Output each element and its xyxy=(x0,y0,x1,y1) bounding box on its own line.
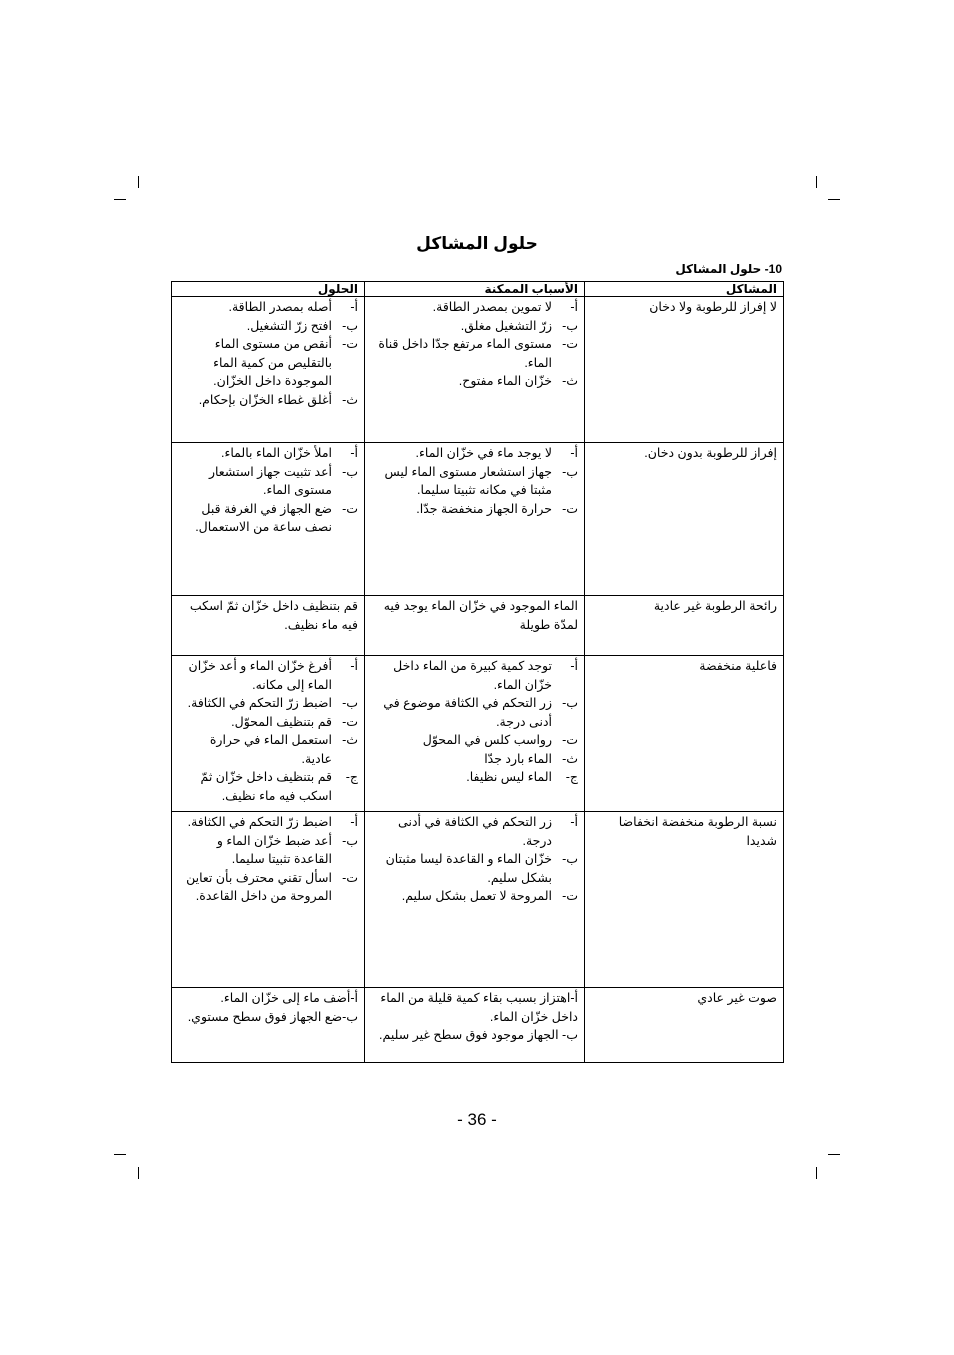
item-mark: أ- xyxy=(350,815,358,829)
troubleshooting-table xyxy=(171,281,784,1063)
item-text: استعمل الماء في حرارة عادية. xyxy=(209,733,332,766)
crop-mark-top-left xyxy=(138,176,139,188)
problem-cell: صوت غير عادي xyxy=(585,988,784,1063)
solution-cell xyxy=(172,443,365,596)
item-mark: ت- xyxy=(342,714,358,729)
item-text: أصله بمصدر الطاقة. xyxy=(228,300,332,314)
item-text: الماء ليس نظيفا. xyxy=(466,770,552,784)
item-text: زر التحكم في الكثافة في أدنى درجة. xyxy=(398,815,552,848)
column-header-solutions: الحلول xyxy=(172,282,365,297)
item-mark: ت- xyxy=(342,337,358,351)
cause-cell: الماء الموجود في خزّان الماء يوجد فيه لمدّة طويلة xyxy=(365,596,585,656)
item-text: زر التحكم في الكثافة موضوع في أدنى درجة. xyxy=(383,696,552,729)
item-text: اضبط زرّ التحكم في الكثافة. xyxy=(187,696,332,710)
item-text: أعد تثبيت جهاز استشعار مستوى الماء. xyxy=(208,464,332,497)
list-item xyxy=(178,694,358,713)
list-item xyxy=(178,731,358,768)
list-item xyxy=(371,813,578,850)
solution-cell: أ-أضف ماء إلى خزّان الماء. ب-ضع الجهاز فوق سطح مستوي. xyxy=(172,988,365,1063)
item-text: خزّان الماء و القاعدة ليسا مثبتان بشكل سليم. xyxy=(385,852,552,885)
item-mark: ب- xyxy=(342,833,358,848)
problem-cell: نسبة الرطوبة منخفضة انخفاضا شديدا xyxy=(585,812,784,988)
item-mark: ث- xyxy=(342,733,358,747)
item-mark: ت- xyxy=(342,870,358,885)
item-text: الماء بارد جدّا xyxy=(484,751,552,766)
problem-cell: لا إفراز للرطوبة ولا دخان xyxy=(585,297,784,443)
cause-cell: أ-اهتزاز بسبب بقاء كمية قليلة من الماء داخل خزّان الماء. ب- الجهاز موجود فوق سطح غير سليم. xyxy=(365,988,585,1063)
list-item xyxy=(371,298,578,317)
item-mark: ت- xyxy=(562,733,578,747)
list-item xyxy=(178,444,358,463)
table-row xyxy=(172,443,784,596)
item-text: جهاز استشعار مستوى الماء ليس مثبتا في مكانه تثبيتا سليما. xyxy=(384,464,552,497)
table-row xyxy=(172,812,784,988)
list-item xyxy=(178,869,358,906)
item-text: أغلق غطاء الخزّان بإحكام. xyxy=(198,392,332,407)
solution-cell xyxy=(172,656,365,812)
item-mark: أ- xyxy=(570,300,578,314)
item-mark: أ- xyxy=(350,300,358,314)
item-mark: أ- xyxy=(350,446,358,460)
item-text: أعد ضبط خزّان الماء و القاعدة تثبيتا سليما. xyxy=(216,833,332,866)
cause-cell xyxy=(365,812,585,988)
item-text: زرّ التشغيل مغلق. xyxy=(460,318,552,333)
list-item xyxy=(371,463,578,500)
item-text: اضبط زرّ التحكم في الكثافة. xyxy=(187,815,332,829)
item-mark: ت- xyxy=(342,501,358,516)
item-mark: ب- xyxy=(562,852,578,866)
item-text: قم بتنظيف داخل خزّان ثمّ اسكب فيه ماء نظيف. xyxy=(200,770,332,803)
list-item xyxy=(371,444,578,463)
crop-mark-top-right xyxy=(828,199,840,200)
list-item xyxy=(178,713,358,732)
item-mark: أ- xyxy=(350,659,358,673)
item-mark: ب- xyxy=(342,464,358,479)
list-item xyxy=(178,298,358,317)
table-row xyxy=(172,988,784,1063)
item-mark: ب- xyxy=(342,696,358,710)
item-mark: ب- xyxy=(562,318,578,333)
item-text: لا يوجد ماء في خزّان الماء. xyxy=(415,446,552,460)
column-header-causes: الأسباب الممكنة xyxy=(365,282,585,297)
list-item xyxy=(371,372,578,391)
crop-mark-bottom-right xyxy=(816,1167,817,1179)
item-mark: ب- xyxy=(562,464,578,479)
item-mark: ت- xyxy=(562,889,578,903)
item-mark: أ- xyxy=(570,446,578,460)
section-title: 10- حلول المشاكل xyxy=(675,262,782,276)
table-row xyxy=(172,596,784,656)
item-mark: أ- xyxy=(570,815,578,829)
item-mark: ب- xyxy=(562,696,578,710)
list-item xyxy=(371,657,578,694)
item-text: أفرغ خزّان الماء و أعد خزّان الماء إلى مكانه. xyxy=(188,659,332,692)
page-title: حلول المشاكل xyxy=(416,234,538,253)
item-text: مستوى الماء مرتفع جدّا داخل قناة الماء. xyxy=(378,337,552,370)
item-mark: ث- xyxy=(342,392,358,407)
solution-cell: قم بتنظيف داخل خزّان ثمّ اسكب فيه ماء نظيف. xyxy=(172,596,365,656)
list-item xyxy=(178,391,358,410)
list-item xyxy=(371,500,578,519)
list-item xyxy=(371,317,578,336)
list-item xyxy=(178,335,358,391)
crop-mark-top-right xyxy=(816,176,817,188)
list-item xyxy=(371,335,578,372)
problem-cell: فاعلية منخفضة xyxy=(585,656,784,812)
list-item xyxy=(371,850,578,887)
item-mark: ب- xyxy=(342,318,358,333)
list-item xyxy=(178,463,358,500)
table-header-row xyxy=(172,282,784,297)
item-text: أنقص من مستوى الماء بالتقليص من كمية الماء الموجودة داخل الخزّان. xyxy=(213,337,332,388)
item-text: توجد كمية كبيرة من الماء داخل خزّان الماء. xyxy=(393,659,552,692)
item-mark: ج- xyxy=(565,770,578,784)
cause-cell xyxy=(365,656,585,812)
item-text: المروحة لا تعمل بشكل سليم. xyxy=(401,889,552,903)
crop-mark-bottom-left xyxy=(114,1154,126,1155)
list-item xyxy=(178,768,358,805)
cause-cell xyxy=(365,443,585,596)
item-text: حرارة الجهاز منخفضة جدّا. xyxy=(416,501,552,516)
solution-cell xyxy=(172,297,365,443)
page-number: - 36 - xyxy=(457,1110,497,1129)
item-text: خزّان الماء مفتوح. xyxy=(458,374,552,388)
cause-cell xyxy=(365,297,585,443)
problem-cell: رائحة الرطوبة غير عادية xyxy=(585,596,784,656)
list-item xyxy=(371,750,578,769)
crop-mark-top-left xyxy=(114,199,126,200)
list-item xyxy=(178,813,358,832)
item-text: رواسب كلس في المحوّل xyxy=(422,733,552,747)
list-item xyxy=(178,832,358,869)
item-text: اسأل تقني محترف بأن تعاين المروحة من داخل القاعدة. xyxy=(186,870,332,903)
list-item xyxy=(371,694,578,731)
list-item xyxy=(178,657,358,694)
item-mark: أ- xyxy=(570,659,578,673)
table-row xyxy=(172,297,784,443)
item-text: لا تموين بمصدر الطاقة. xyxy=(432,300,552,314)
table-row xyxy=(172,656,784,812)
item-mark: ث- xyxy=(562,751,578,766)
list-item xyxy=(371,768,578,787)
crop-mark-bottom-right xyxy=(828,1154,840,1155)
crop-mark-bottom-left xyxy=(138,1167,139,1179)
list-item xyxy=(178,317,358,336)
item-mark: ت- xyxy=(562,501,578,516)
item-text: قم بتنظيف المحوّل. xyxy=(231,714,332,729)
item-text: املأ خزّان الماء بالماء. xyxy=(221,446,332,460)
list-item xyxy=(371,887,578,906)
item-mark: ج- xyxy=(345,770,358,784)
list-item xyxy=(178,500,358,537)
problem-cell: إفراز للرطوبة بدون دخان. xyxy=(585,443,784,596)
item-mark: ت- xyxy=(562,337,578,351)
list-item xyxy=(371,731,578,750)
item-mark: ث- xyxy=(562,374,578,388)
column-header-problems: المشاكل xyxy=(585,282,784,297)
solution-cell xyxy=(172,812,365,988)
item-text: ضع الجهاز في الغرفة قبل نصف ساعة من الاستعمال. xyxy=(195,501,332,534)
item-text: افتح زرّ التشغيل. xyxy=(246,318,332,333)
